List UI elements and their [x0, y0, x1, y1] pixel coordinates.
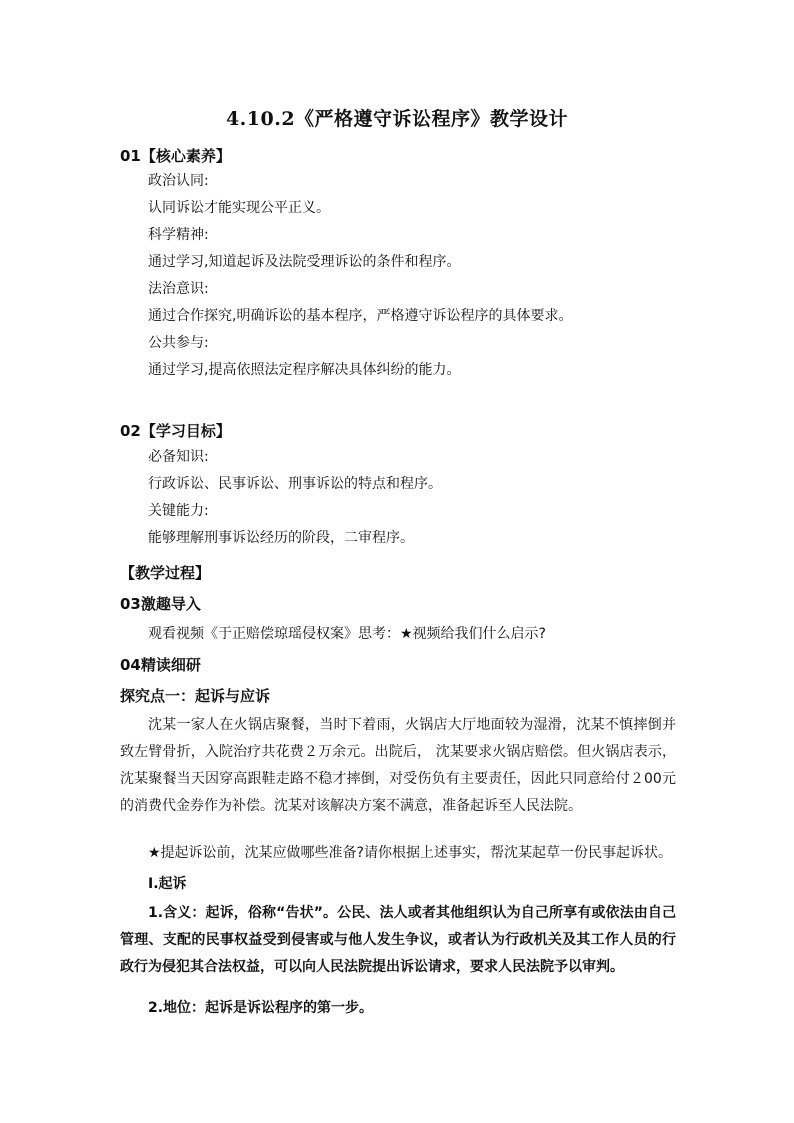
text-line: 政治认同:: [148, 173, 209, 189]
text-line: 认同诉讼才能实现公平正义。: [148, 200, 330, 216]
section-02-heading: 02【学习目标】: [120, 422, 231, 440]
explore-heading: 探究点一：起诉与应诉: [120, 687, 271, 705]
text-line: 观看视频《于正赔偿琼瑶侵权案》思考：★视频给我们什么启示?: [148, 626, 546, 642]
text-line: 通过学习,知道起诉及法院受理诉讼的条件和程序。: [148, 254, 461, 270]
process-heading: 【教学过程】: [120, 564, 211, 582]
text-line: 科学精神:: [148, 227, 209, 243]
section-01-heading: 01【核心素养】: [120, 147, 231, 165]
sub-heading: Ⅰ.起诉: [148, 876, 187, 892]
section-03-heading: 03激趣导入: [120, 595, 201, 613]
section-04-heading: 04精读细研: [120, 656, 201, 674]
definition-paragraph: 1.含义：起诉，俗称“告状”。公民、法人或者其他组织认为自己所享有或依法由自己管理、支配的民事权益受到侵害或与他人发生争议，或者认为行政机关及其工作人员的行政行为侵犯其合法权益，可以向人民法院提出诉讼请求，要求人民法院予以审判。: [120, 905, 676, 975]
case-paragraph: 沈某一家人在火锅店聚餐，当时下着雨，火锅店大厅地面较为湿滑，沈某不慎摔倒并致左臂骨折，入院治疗共花费２万余元。出院后， 沈某要求火锅店赔偿。但火锅店表示，沈某聚餐当天因穿高跟鞋走路不稳才摔倒，对受伤负有主要责任，因此只同意给付２00元的消费代金券作为补偿。沈某对该解决方案不满意，准备起诉至人民法院。: [120, 717, 676, 814]
page-title: 4.10.2《严格遵守诉讼程序》教学设计: [225, 108, 569, 130]
text-line: 能够理解刑事诉讼经历的阶段，二审程序。: [148, 530, 414, 546]
text-line: 必备知识:: [148, 449, 209, 465]
text-line: 通过合作探究,明确诉讼的基本程序，严格遵守诉讼程序的具体要求。: [148, 308, 573, 324]
text-line: 关键能力:: [148, 503, 209, 519]
text-line: 通过学习,提高依照法定程序解决具体纠纷的能力。: [148, 362, 461, 378]
task-line: ★提起诉讼前，沈某应做哪些准备?请你根据上述事实，帮沈某起草一份民事起诉状。: [148, 845, 672, 861]
text-line: 行政诉讼、民事诉讼、刑事诉讼的特点和程序。: [148, 476, 442, 492]
status-paragraph: 2.地位：起诉是诉讼程序的第一步。: [148, 1000, 374, 1016]
text-line: 公共参与:: [148, 335, 209, 351]
text-line: 法治意识:: [148, 281, 209, 297]
